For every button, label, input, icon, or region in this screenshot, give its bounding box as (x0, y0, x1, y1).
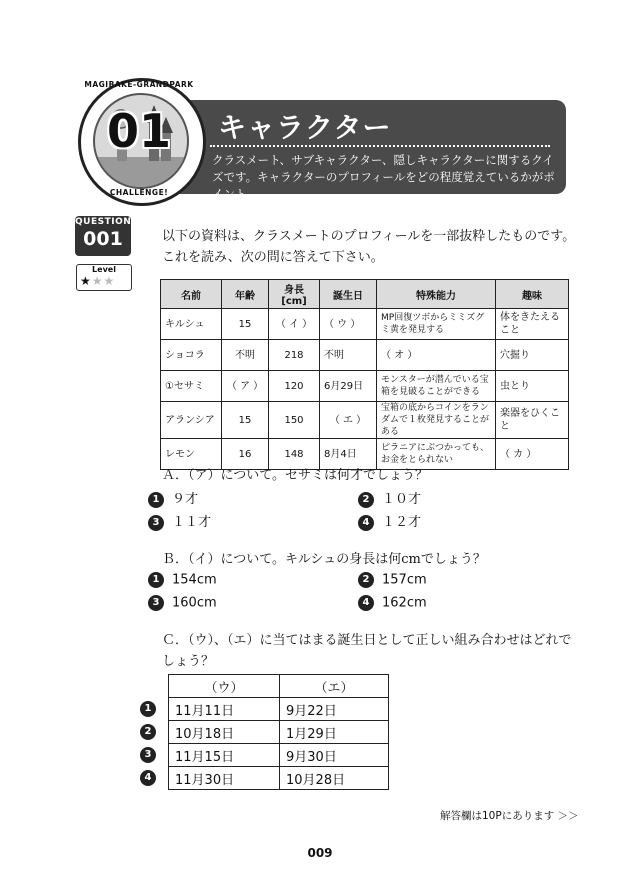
column-header: 趣味 (496, 280, 569, 309)
choice-a2[interactable]: 2 １０才 (358, 488, 421, 508)
choice-b3[interactable]: 3 160cm (148, 595, 217, 611)
table-cell: レモン (161, 439, 222, 470)
choice-a3[interactable]: 3 １１才 (148, 511, 211, 531)
answer-page-note: 解答欄は10Pにあります ＞＞ (440, 810, 579, 822)
page-number: 009 (307, 846, 333, 860)
table-cell: 不明 (222, 340, 269, 371)
number-4-icon: 4 (140, 770, 156, 786)
number-1-icon: 1 (148, 492, 164, 508)
table-cell: ①セサミ (161, 371, 222, 402)
table-cell: 218 (269, 340, 320, 371)
dotted-divider (210, 145, 550, 147)
column-header: 誕生日 (320, 280, 377, 309)
intro-text: 以下の資料は、クラスメートのプロフィールを一部抜粋したものです。これを読み、次の問に答えて下さい。 (162, 229, 576, 265)
table-cell: （ イ ） (269, 309, 320, 340)
choice-b4[interactable]: 4 162cm (358, 595, 427, 611)
table-cell: 16 (222, 439, 269, 470)
profile-table (160, 279, 569, 470)
header-description: クラスメート、サブキャラクター、隠しキャラクターに関するクイズです。キャラクターのプロフィールをどの程度覚えているかがポイント。 (212, 153, 555, 201)
table-row[interactable] (140, 721, 389, 744)
table-cell: 1月29日 (280, 721, 389, 744)
table-cell: MP回復ツボからミミズグミ黄を発見する (377, 309, 496, 340)
number-3-icon: 3 (140, 747, 156, 763)
number-2-icon: 2 (358, 492, 374, 508)
table-cell: 不明 (320, 340, 377, 371)
star-filled-icon: ★ (80, 274, 92, 288)
column-header: 年齢 (222, 280, 269, 309)
question-number: 001 (83, 228, 123, 250)
table-cell: 虫とり (496, 371, 569, 402)
table-cell: 148 (269, 439, 320, 470)
table-cell: （ オ ） (377, 340, 496, 371)
number-2-icon: 2 (140, 724, 156, 740)
table-row (161, 371, 569, 402)
level-stars (80, 274, 130, 288)
table-cell: （ エ ） (320, 402, 377, 439)
column-header: 特殊能力 (377, 280, 496, 309)
table-cell: （ ウ ） (320, 309, 377, 340)
choice-b2[interactable]: 2 157cm (358, 572, 427, 588)
question-c-text: Ｃ．（ウ）、（エ）に当てはまる誕生日として正しい組み合わせはどれでしょう？ (162, 633, 572, 669)
table-row[interactable] (140, 744, 389, 767)
column-header: 身長 [cm] (269, 280, 320, 309)
column-header: 名前 (161, 280, 222, 309)
table-cell: 6月29日 (320, 371, 377, 402)
table-cell: ショコラ (161, 340, 222, 371)
chapter-number: 01 (106, 104, 171, 158)
table-cell: （ カ ） (496, 439, 569, 470)
table-cell: モンスターが潜んでいる宝箱を見破ることができる (377, 371, 496, 402)
column-header: （ウ） (169, 675, 280, 698)
column-header: （エ） (280, 675, 389, 698)
answer-c-table (140, 674, 389, 790)
number-1-icon: 1 (140, 701, 156, 717)
table-cell: 10月18日 (169, 721, 280, 744)
number-3-icon: 3 (148, 515, 164, 531)
table-cell: ピラニアにぶつかっても、お金をとられない (377, 439, 496, 470)
table-cell: 120 (269, 371, 320, 402)
table-cell: 150 (269, 402, 320, 439)
question-a-text: Ａ．（ア）について。セサミは何才でしょう？ (162, 468, 428, 483)
number-3-icon: 3 (148, 595, 164, 611)
number-4-icon: 4 (358, 595, 374, 611)
table-row[interactable] (140, 767, 389, 790)
number-2-icon: 2 (358, 572, 374, 588)
table-cell: 体をきたえること (496, 309, 569, 340)
table-cell: 11月15日 (169, 744, 280, 767)
level-label: Level (92, 265, 116, 274)
number-4-icon: 4 (358, 515, 374, 531)
table-cell: キルシュ (161, 309, 222, 340)
table-row (161, 340, 569, 371)
table-cell: アランシア (161, 402, 222, 439)
table-cell: 9月22日 (280, 698, 389, 721)
badge-top-text: MAGIBAKE-GRANDPARK (84, 80, 194, 89)
table-cell: 9月30日 (280, 744, 389, 767)
question-label: QUESTION (75, 217, 132, 227)
table-cell: 11月11日 (169, 698, 280, 721)
table-cell: 15 (222, 402, 269, 439)
table-cell: 10月28日 (280, 767, 389, 790)
choice-a1[interactable]: 1 ９才 (148, 488, 198, 508)
table-cell: 楽器をひくこと (496, 402, 569, 439)
number-1-icon: 1 (148, 572, 164, 588)
star-empty-icon: ★★ (91, 274, 116, 288)
table-cell: 穴掘り (496, 340, 569, 371)
table-row (161, 309, 569, 340)
table-cell: （ ア ） (222, 371, 269, 402)
table-cell: 15 (222, 309, 269, 340)
table-cell: 8月4日 (320, 439, 377, 470)
badge-bottom-text: CHALLENGE! (109, 188, 169, 197)
table-row[interactable] (140, 698, 389, 721)
choice-b1[interactable]: 1 154cm (148, 572, 217, 588)
table-row (161, 402, 569, 439)
page-title: キャラクター (218, 111, 392, 144)
table-cell: 宝箱の底からコインをランダムで１枚発見することがある (377, 402, 496, 439)
choice-a4[interactable]: 4 １２才 (358, 511, 421, 531)
table-cell: 11月30日 (169, 767, 280, 790)
question-b-text: Ｂ．（イ）について。キルシュの身長は何cmでしょう？ (162, 552, 486, 567)
